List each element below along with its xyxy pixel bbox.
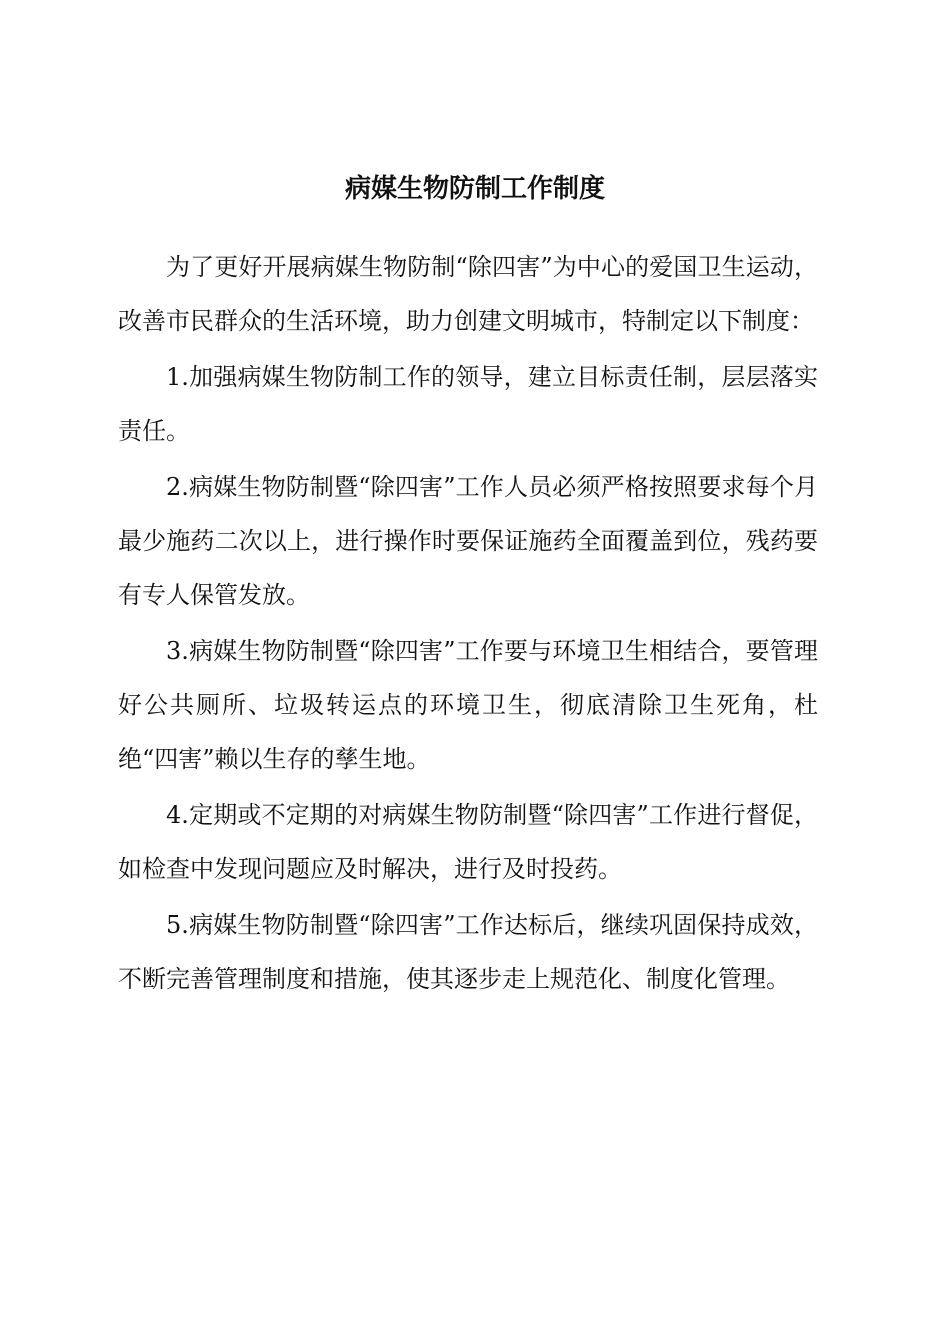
rule-item-3: 3.病媒生物防制暨“除四害”工作要与环境卫生相结合，要管理好公共厕所、垃圾转运点的环境卫生，彻底清除卫生死角，杜绝“四害”赖以生存的孳生地。 [118,637,818,773]
rule-item-1: 1.加强病媒生物防制工作的领导，建立目标责任制，层层落实责任。 [118,363,818,445]
intro-paragraph: 为了更好开展病媒生物防制“除四害”为中心的爱国卫生运动，改善市民群众的生活环境，助力创建文明城市，特制定以下制度： [118,253,818,335]
rule-item-4: 4.定期或不定期的对病媒生物防制暨“除四害”工作进行督促，如检查中发现问题应及时解决，进行及时投药。 [118,801,818,883]
document-title: 病媒生物防制工作制度 [344,174,605,204]
rule-item-5: 5.病媒生物防制暨“除四害”工作达标后，继续巩固保持成效，不断完善管理制度和措施，使其逐步走上规范化、制度化管理。 [118,911,818,993]
rule-item-2: 2.病媒生物防制暨“除四害”工作人员必须严格按照要求每个月最少施药二次以上，进行操作时要保证施药全面覆盖到位，残药要有专人保管发放。 [118,473,818,609]
